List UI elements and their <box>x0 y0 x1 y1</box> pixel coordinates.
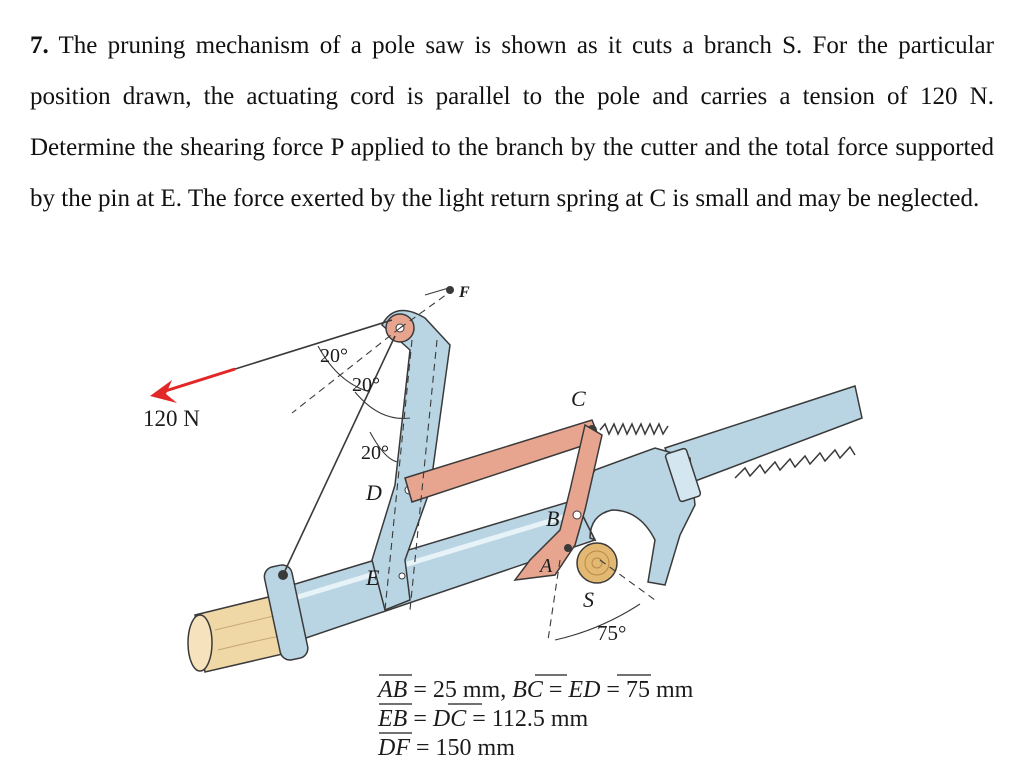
dim-eb-eq: = <box>407 706 433 732</box>
dim-eb: EB <box>378 706 408 732</box>
return-spring <box>600 424 668 434</box>
problem-text: The pruning mechanism of a pole saw is shown as it cuts a branch S. For the particular position drawn, the actuating cord is parallel to the pole and carries a tension of 120 N. Determine the shearing force P applied to the branch by the cutter and the total force supported by the pin at E. The force exerted by the light return spring at C is small and may be neglected. <box>30 32 994 212</box>
angle-bottom: 75° <box>597 621 627 645</box>
svg-text:AB = 25 mm, BC = ED = 75 mm <box>376 677 694 703</box>
dim-ed: ED <box>568 677 601 703</box>
dim-ab-eq: = 25 mm, <box>407 677 513 703</box>
force-arrow-120n <box>150 369 235 403</box>
label-a: A <box>540 555 553 577</box>
svg-text:DF = 150 mm <box>377 735 515 761</box>
svg-text:EB = DC = 112.5 mm <box>377 706 589 732</box>
dimension-notes <box>376 675 694 761</box>
label-c: C <box>571 386 586 411</box>
force-label: 120 N <box>143 406 200 431</box>
dim-dc-eq: = 112.5 mm <box>466 706 589 732</box>
dim-ab: AB <box>378 677 408 703</box>
dim-ed-eq: = 75 mm <box>600 677 694 703</box>
label-b: B <box>546 506 560 531</box>
dim-bc-eq: = <box>542 677 569 703</box>
dim-dc: DC <box>432 706 467 732</box>
label-s: S <box>583 587 594 612</box>
label-d: D <box>366 480 382 505</box>
dim-bc: BC <box>512 677 543 703</box>
problem-statement <box>30 20 994 224</box>
problem-number: 7. <box>30 32 49 59</box>
dim-df: DF <box>378 735 410 761</box>
label-f: F <box>459 284 470 301</box>
branch-s <box>577 543 617 583</box>
pin-e <box>399 573 405 579</box>
pole-saw-figure <box>0 270 1024 768</box>
pin-f <box>446 286 454 294</box>
label-e: E <box>366 565 380 590</box>
angle-middle: 20° <box>361 442 389 464</box>
dim-df-eq: = 150 mm <box>410 735 515 761</box>
saw-blade <box>665 386 862 486</box>
angle-top-outer: 20° <box>320 345 348 367</box>
angle-top-inner: 20° <box>352 374 380 396</box>
